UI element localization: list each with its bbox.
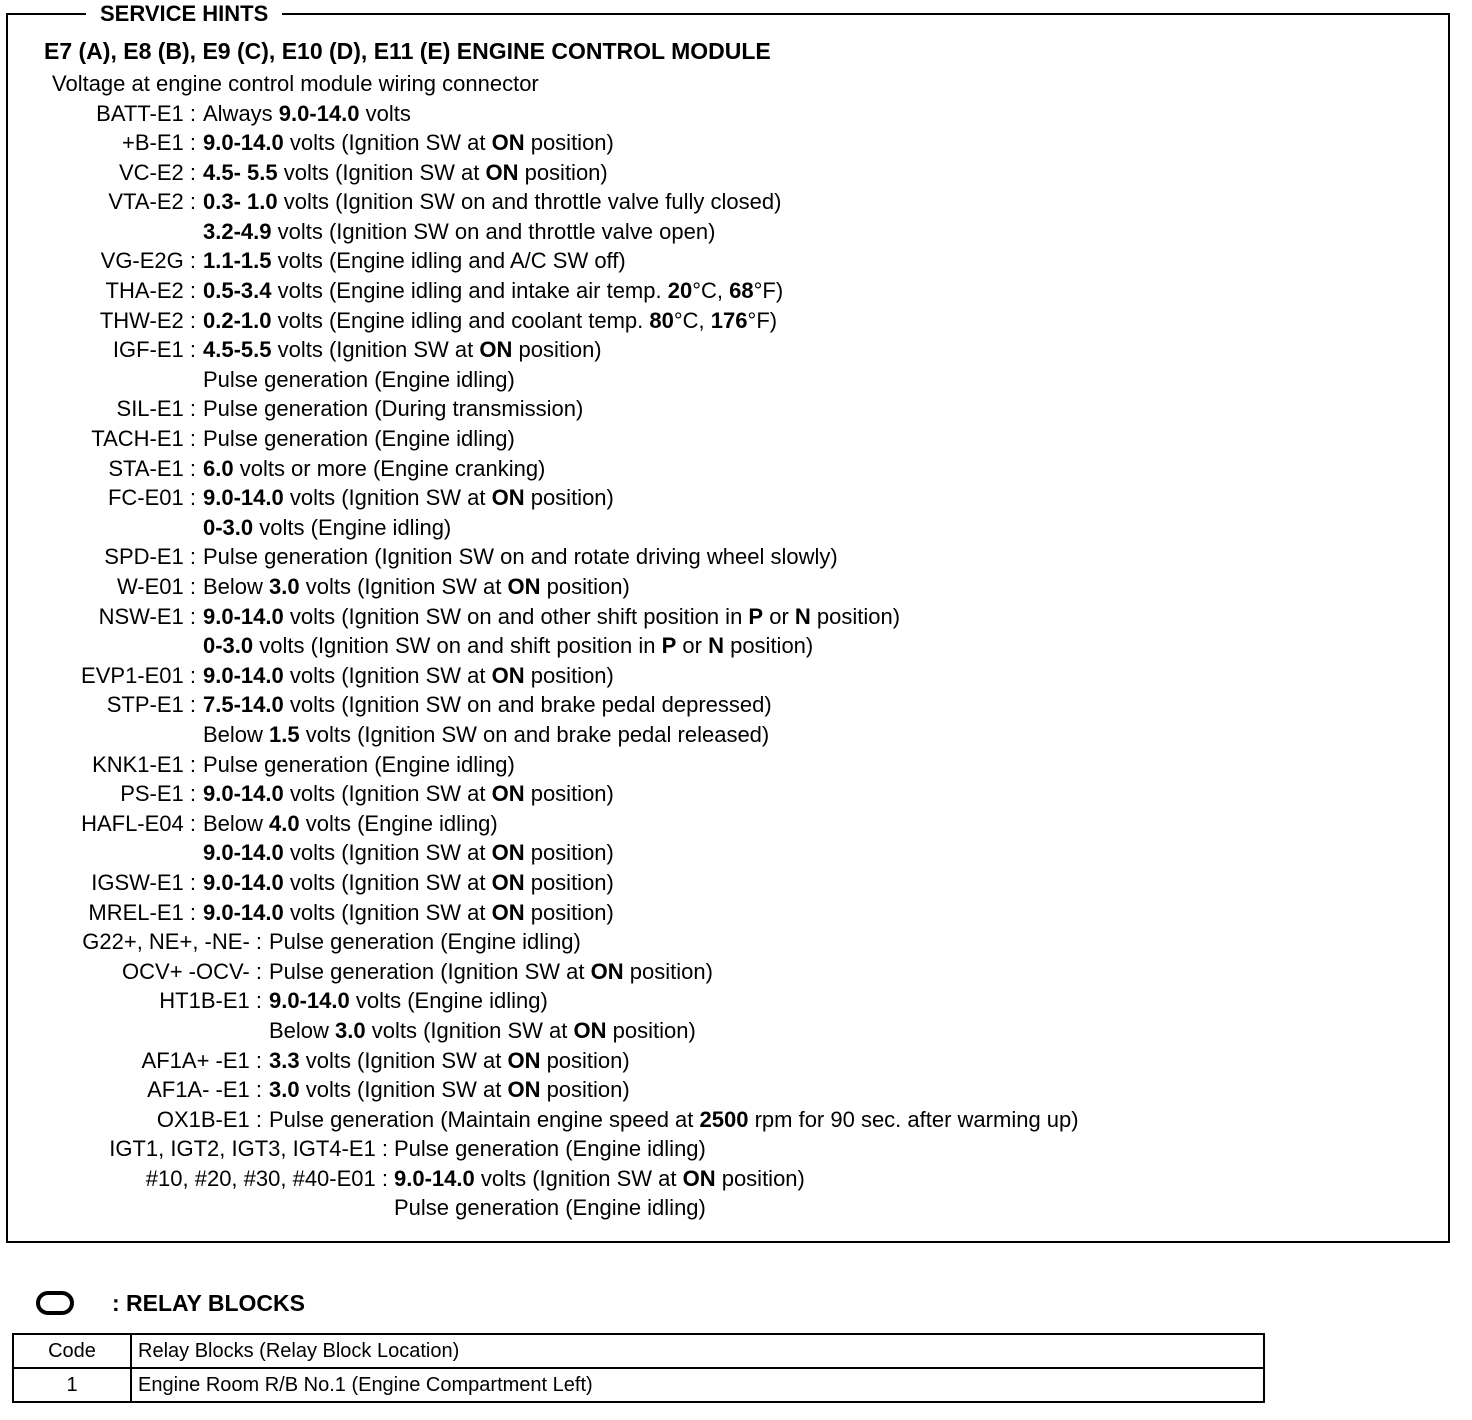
value-text: volts (Ignition SW on and throttle valve fully closed) (277, 189, 782, 215)
terminal-label: OX1B-E1 : (156, 1106, 262, 1132)
value-emphasis: 9.0-14.0 (203, 130, 284, 156)
value-emphasis: 0.5-3.4 (203, 278, 272, 304)
value-emphasis: 9.0-14.0 (269, 988, 350, 1014)
value-emphasis: 80 (649, 307, 674, 333)
value-emphasis: 20 (667, 278, 693, 304)
value-emphasis: 9.0-14.0 (394, 1165, 475, 1191)
terminal-label-wrap (0, 750, 196, 780)
value-emphasis: 0-3.0 (203, 633, 254, 659)
value-text: volts (Engine idling) (299, 810, 498, 836)
relay-blocks-heading (36, 1288, 305, 1318)
value-emphasis: 9.0-14.0 (203, 899, 284, 925)
terminal-label-wrap (0, 1046, 262, 1076)
terminal-label: STP-E1 : (106, 692, 196, 718)
value-text: volts (Ignition SW at (365, 1017, 574, 1043)
terminal-value (203, 454, 545, 484)
terminal-value (203, 246, 626, 276)
terminal-row (0, 986, 1400, 1016)
terminal-label-wrap (0, 335, 196, 365)
value-text: position) (540, 1077, 630, 1103)
terminal-row (0, 838, 1400, 868)
terminal-row (0, 424, 1400, 454)
value-emphasis: ON (491, 130, 525, 156)
value-text: Pulse generation (Engine idling) (203, 366, 515, 392)
terminal-label-wrap (0, 1164, 388, 1194)
terminal-row (0, 365, 1400, 395)
terminal-label-wrap (0, 128, 196, 158)
terminal-row (0, 99, 1400, 129)
value-emphasis: 68 (729, 278, 754, 304)
terminal-value (203, 631, 813, 661)
terminal-row (0, 246, 1400, 276)
value-text: volts (359, 100, 411, 126)
terminal-value (203, 217, 715, 247)
value-text: volts (Ignition SW on and brake pedal depressed) (283, 692, 772, 718)
value-text: position) (524, 485, 614, 511)
column-header-location: Relay Blocks (Relay Block Location) (131, 1334, 1264, 1368)
terminal-value (269, 986, 548, 1016)
terminal-value (203, 661, 614, 691)
value-text: volts (Engine idling) (349, 988, 548, 1014)
terminal-row (0, 483, 1400, 513)
value-text: volts (Ignition SW on and throttle valve open) (271, 218, 716, 244)
terminal-row (0, 690, 1400, 720)
terminal-value (203, 424, 515, 454)
terminal-label-wrap (0, 868, 196, 898)
terminal-row (0, 779, 1400, 809)
value-emphasis: 2500 (699, 1106, 749, 1132)
terminal-row (0, 158, 1400, 188)
terminal-label-wrap (0, 572, 196, 602)
value-text: volts or more (Engine cranking) (233, 455, 546, 481)
terminal-label-wrap (0, 158, 196, 188)
terminal-label-wrap (0, 809, 196, 839)
terminal-value (203, 158, 608, 188)
value-text: Pulse generation (During transmission) (203, 396, 584, 422)
value-text: volts (Ignition SW at (283, 869, 492, 895)
terminal-label-wrap (0, 1016, 262, 1046)
terminal-label: IGT1, IGT2, IGT3, IGT4-E1 : (109, 1136, 388, 1162)
terminal-label-wrap (0, 542, 196, 572)
terminal-label: HAFL-E04 : (81, 810, 196, 836)
value-text: Pulse generation (Ignition SW on and rotate driving wheel slowly) (203, 544, 838, 570)
terminal-value (203, 602, 900, 632)
terminal-label: VC-E2 : (118, 159, 196, 185)
terminal-label-wrap (0, 394, 196, 424)
value-text: position) (810, 603, 901, 629)
value-emphasis: ON (507, 1077, 541, 1103)
terminal-row (0, 1105, 1400, 1135)
terminal-label: NSW-E1 : (98, 603, 196, 629)
value-text: volts (Ignition SW at (299, 1077, 508, 1103)
terminal-label-wrap (0, 927, 262, 957)
value-text: position) (623, 958, 713, 984)
terminal-label: THA-E2 : (105, 278, 196, 304)
value-emphasis: 9.0-14.0 (203, 485, 284, 511)
value-emphasis: 176 (710, 307, 748, 333)
terminal-row (0, 1016, 1400, 1046)
terminal-label-wrap (0, 187, 196, 217)
terminal-label: VG-E2G : (100, 248, 196, 274)
terminal-label-wrap (0, 454, 196, 484)
value-emphasis: ON (682, 1165, 716, 1191)
value-emphasis: 7.5-14.0 (203, 692, 284, 718)
value-emphasis: 3.0 (335, 1017, 366, 1043)
terminal-label: G22+, NE+, -NE- : (82, 929, 262, 955)
terminal-label: VTA-E2 : (108, 189, 196, 215)
terminal-value (203, 365, 515, 395)
terminal-row (0, 898, 1400, 928)
terminal-value (203, 838, 614, 868)
value-text: rpm for 90 sec. after warming up) (748, 1106, 1079, 1132)
terminal-value (203, 898, 614, 928)
value-text: volts (Ignition SW on and other shift position in (283, 603, 749, 629)
value-emphasis: 3.3 (269, 1047, 300, 1073)
value-text: position) (715, 1165, 805, 1191)
value-emphasis: 9.0-14.0 (278, 100, 360, 126)
terminal-label: AF1A- -E1 : (147, 1077, 262, 1103)
value-emphasis: ON (507, 1047, 541, 1073)
terminal-label-wrap (0, 246, 196, 276)
terminal-label-wrap (0, 276, 196, 306)
value-text: volts (Ignition SW at (474, 1165, 683, 1191)
terminal-label-wrap (0, 631, 196, 661)
value-text: volts (Ignition SW at (283, 840, 492, 866)
terminal-label-wrap (0, 838, 196, 868)
relay-block-symbol-icon (36, 1291, 74, 1315)
value-emphasis: N (708, 633, 724, 659)
value-emphasis: P (661, 633, 677, 659)
terminal-row (0, 1134, 1400, 1164)
value-text: volts (Ignition SW at (283, 781, 492, 807)
terminal-label-wrap (0, 1075, 262, 1105)
terminal-label: IGSW-E1 : (91, 869, 196, 895)
terminal-label-wrap (0, 424, 196, 454)
terminal-row (0, 542, 1400, 572)
value-emphasis: 3.0 (269, 574, 300, 599)
value-emphasis: ON (491, 662, 525, 688)
value-emphasis: 0-3.0 (203, 514, 254, 540)
terminal-value (203, 276, 783, 306)
terminal-value (394, 1134, 706, 1164)
terminal-value (269, 957, 713, 987)
terminal-value (203, 868, 614, 898)
value-text: volts (Ignition SW at (283, 130, 492, 156)
terminal-row (0, 809, 1400, 839)
relay-blocks-table (12, 1333, 1265, 1403)
module-title: E7 (A), E8 (B), E9 (C), E10 (D), E11 (E) ENGINE CONTROL MODULE (44, 38, 771, 64)
terminal-label: EVP1-E01 : (81, 662, 196, 688)
terminal-row (0, 957, 1400, 987)
value-text: position) (524, 840, 614, 866)
terminal-row (0, 306, 1400, 336)
value-text: volts (Ignition SW at (283, 485, 492, 511)
value-text: volts (Ignition SW on and brake pedal released) (299, 721, 770, 747)
value-text: volts (Engine idling and intake air temp. (271, 278, 668, 304)
value-text: Pulse generation (Engine idling) (203, 751, 515, 777)
terminal-label: KNK1-E1 : (92, 751, 196, 777)
terminal-value (203, 542, 838, 572)
terminal-label-wrap (0, 986, 262, 1016)
value-text: volts (Ignition SW at (299, 574, 508, 599)
terminal-label: FC-E01 : (107, 485, 196, 511)
terminal-row (0, 187, 1400, 217)
terminal-value (269, 1075, 630, 1105)
terminal-value (269, 1046, 630, 1076)
relay-heading-label: : RELAY BLOCKS (112, 1290, 305, 1316)
value-text: Below (269, 1017, 336, 1043)
value-text: volts (Ignition SW on and shift position in (253, 633, 662, 659)
terminal-label: BATT-E1 : (96, 100, 196, 126)
terminal-row (0, 335, 1400, 365)
terminal-row (0, 720, 1400, 750)
terminal-label: AF1A+ -E1 : (141, 1047, 262, 1073)
terminal-label: SIL-E1 : (116, 396, 196, 422)
terminal-label-wrap (0, 720, 196, 750)
terminal-label-wrap (0, 1193, 388, 1223)
value-emphasis: 4.5-5.5 (203, 337, 272, 363)
terminal-label: PS-E1 : (120, 781, 196, 807)
value-emphasis: N (794, 603, 811, 629)
value-text: Below (203, 574, 270, 599)
value-text: volts (Engine idling) (253, 514, 452, 540)
value-emphasis: 0.2-1.0 (203, 307, 272, 333)
value-emphasis: ON (485, 159, 519, 185)
terminal-value (203, 394, 583, 424)
value-text: °F) (753, 278, 784, 304)
terminal-label-wrap (0, 602, 196, 632)
value-emphasis: 4.0 (269, 810, 300, 836)
value-text: or (676, 633, 709, 659)
terminal-label: STA-E1 : (108, 455, 196, 481)
terminal-value (203, 690, 772, 720)
terminal-row (0, 868, 1400, 898)
terminal-row (0, 927, 1400, 957)
cell-location: Engine Room R/B No.1 (Engine Compartment Left) (131, 1368, 1264, 1402)
value-text: Pulse generation (Engine idling) (269, 929, 581, 955)
value-emphasis: 9.0-14.0 (203, 869, 284, 895)
value-text: °F) (747, 307, 778, 333)
value-text: volts (Ignition SW at (283, 662, 492, 688)
value-text: Pulse generation (Engine idling) (203, 426, 515, 452)
terminal-label-wrap (0, 957, 262, 987)
table-row (13, 1368, 1264, 1402)
terminal-row (0, 394, 1400, 424)
terminal-value (203, 483, 614, 513)
value-text: position) (524, 869, 614, 895)
terminal-label: OCV+ -OCV- : (122, 958, 262, 984)
value-emphasis: ON (491, 840, 525, 866)
terminal-value (269, 1016, 696, 1046)
value-emphasis: ON (573, 1017, 607, 1043)
terminal-label-wrap (0, 661, 196, 691)
value-emphasis: 9.0-14.0 (203, 662, 284, 688)
terminal-row (0, 128, 1400, 158)
terminal-label-wrap (0, 1134, 388, 1164)
column-header-code: Code (13, 1334, 131, 1368)
terminal-row (0, 602, 1400, 632)
terminal-label-wrap (0, 513, 196, 543)
terminal-label: +B-E1 : (122, 130, 196, 156)
value-text: °C, (692, 278, 730, 304)
value-emphasis: ON (491, 869, 525, 895)
terminal-label: HT1B-E1 : (159, 988, 262, 1014)
value-emphasis: 9.0-14.0 (203, 840, 284, 866)
terminal-value (203, 720, 769, 750)
terminal-label: W-E01 : (116, 574, 196, 599)
value-emphasis: P (748, 603, 764, 629)
value-emphasis: ON (507, 574, 541, 599)
terminal-value (203, 513, 451, 543)
value-emphasis: 9.0-14.0 (203, 781, 284, 807)
value-text: volts (Engine idling and coolant temp. (271, 307, 650, 333)
value-text: °C, (673, 307, 711, 333)
terminal-row (0, 217, 1400, 247)
value-emphasis: 4.5- 5.5 (203, 159, 278, 185)
terminal-value (203, 572, 630, 602)
terminal-label-wrap (0, 1105, 262, 1135)
terminal-value (394, 1164, 805, 1194)
value-text: volts (Ignition SW at (277, 159, 486, 185)
value-emphasis: 6.0 (203, 455, 234, 481)
value-text: position) (524, 130, 614, 156)
value-text: Below (203, 721, 270, 747)
terminal-label: THW-E2 : (99, 307, 196, 333)
value-text: Pulse generation (Maintain engine speed at (269, 1106, 700, 1132)
value-text: volts (Ignition SW at (299, 1047, 508, 1073)
value-emphasis: 1.1-1.5 (203, 248, 272, 274)
terminal-row (0, 1193, 1400, 1223)
value-text: volts (Engine idling and A/C SW off) (271, 248, 626, 274)
terminal-label-wrap (0, 99, 196, 129)
value-emphasis: 3.0 (269, 1077, 300, 1103)
terminal-row (0, 1075, 1400, 1105)
value-emphasis: ON (590, 958, 624, 984)
terminal-value (203, 306, 777, 336)
terminal-label: TACH-E1 : (91, 426, 196, 452)
terminal-row (0, 1164, 1400, 1194)
value-emphasis: ON (491, 899, 525, 925)
terminal-label-wrap (0, 779, 196, 809)
terminal-label: IGF-E1 : (112, 337, 196, 363)
cell-code: 1 (13, 1368, 131, 1402)
value-text: position) (524, 781, 614, 807)
value-emphasis: ON (491, 781, 525, 807)
value-text: Always (203, 100, 279, 126)
terminal-label-wrap (0, 898, 196, 928)
terminal-row (0, 1046, 1400, 1076)
section-title: SERVICE HINTS (86, 0, 282, 28)
value-emphasis: ON (479, 337, 513, 363)
terminal-value (203, 750, 515, 780)
terminal-row (0, 513, 1400, 543)
table-header-row (13, 1334, 1264, 1368)
terminal-row (0, 454, 1400, 484)
value-text: position) (518, 159, 608, 185)
terminal-row (0, 750, 1400, 780)
terminal-value (269, 1105, 1079, 1135)
value-text: Pulse generation (Engine idling) (394, 1136, 706, 1162)
value-text: position) (540, 574, 630, 599)
terminal-value (203, 779, 614, 809)
terminal-label: SPD-E1 : (104, 544, 196, 570)
terminal-value (203, 99, 411, 129)
value-emphasis: 0.3- 1.0 (203, 189, 278, 215)
terminal-row (0, 661, 1400, 691)
terminal-row (0, 631, 1400, 661)
module-subtitle: Voltage at engine control module wiring connector (52, 71, 539, 96)
value-text: position) (524, 899, 614, 925)
value-emphasis: 9.0-14.0 (203, 603, 284, 629)
terminal-value (203, 187, 781, 217)
terminal-label: #10, #20, #30, #40-E01 : (145, 1165, 388, 1191)
value-emphasis: 1.5 (269, 721, 300, 747)
value-text: position) (723, 633, 814, 659)
value-emphasis: ON (491, 485, 525, 511)
terminal-label-wrap (0, 306, 196, 336)
value-text: position) (512, 337, 602, 363)
terminal-label-wrap (0, 365, 196, 395)
terminal-label: MREL-E1 : (88, 899, 196, 925)
terminal-voltage-list (0, 99, 1400, 1224)
terminal-row (0, 572, 1400, 602)
terminal-label-wrap (0, 690, 196, 720)
terminal-label-wrap (0, 483, 196, 513)
terminal-label-wrap (0, 217, 196, 247)
value-text: position) (606, 1017, 696, 1043)
value-emphasis: 3.2-4.9 (203, 218, 272, 244)
value-text: position) (540, 1047, 630, 1073)
value-text: Below (203, 810, 270, 836)
terminal-value (269, 927, 581, 957)
terminal-value (394, 1193, 706, 1223)
terminal-value (203, 128, 614, 158)
terminal-row (0, 276, 1400, 306)
value-text: or (763, 603, 795, 629)
value-text: position) (524, 662, 614, 688)
value-text: Pulse generation (Ignition SW at (269, 958, 591, 984)
value-text: Pulse generation (Engine idling) (394, 1195, 706, 1221)
value-text: volts (Ignition SW at (271, 337, 480, 363)
terminal-value (203, 809, 498, 839)
terminal-value (203, 335, 602, 365)
value-text: volts (Ignition SW at (283, 899, 492, 925)
